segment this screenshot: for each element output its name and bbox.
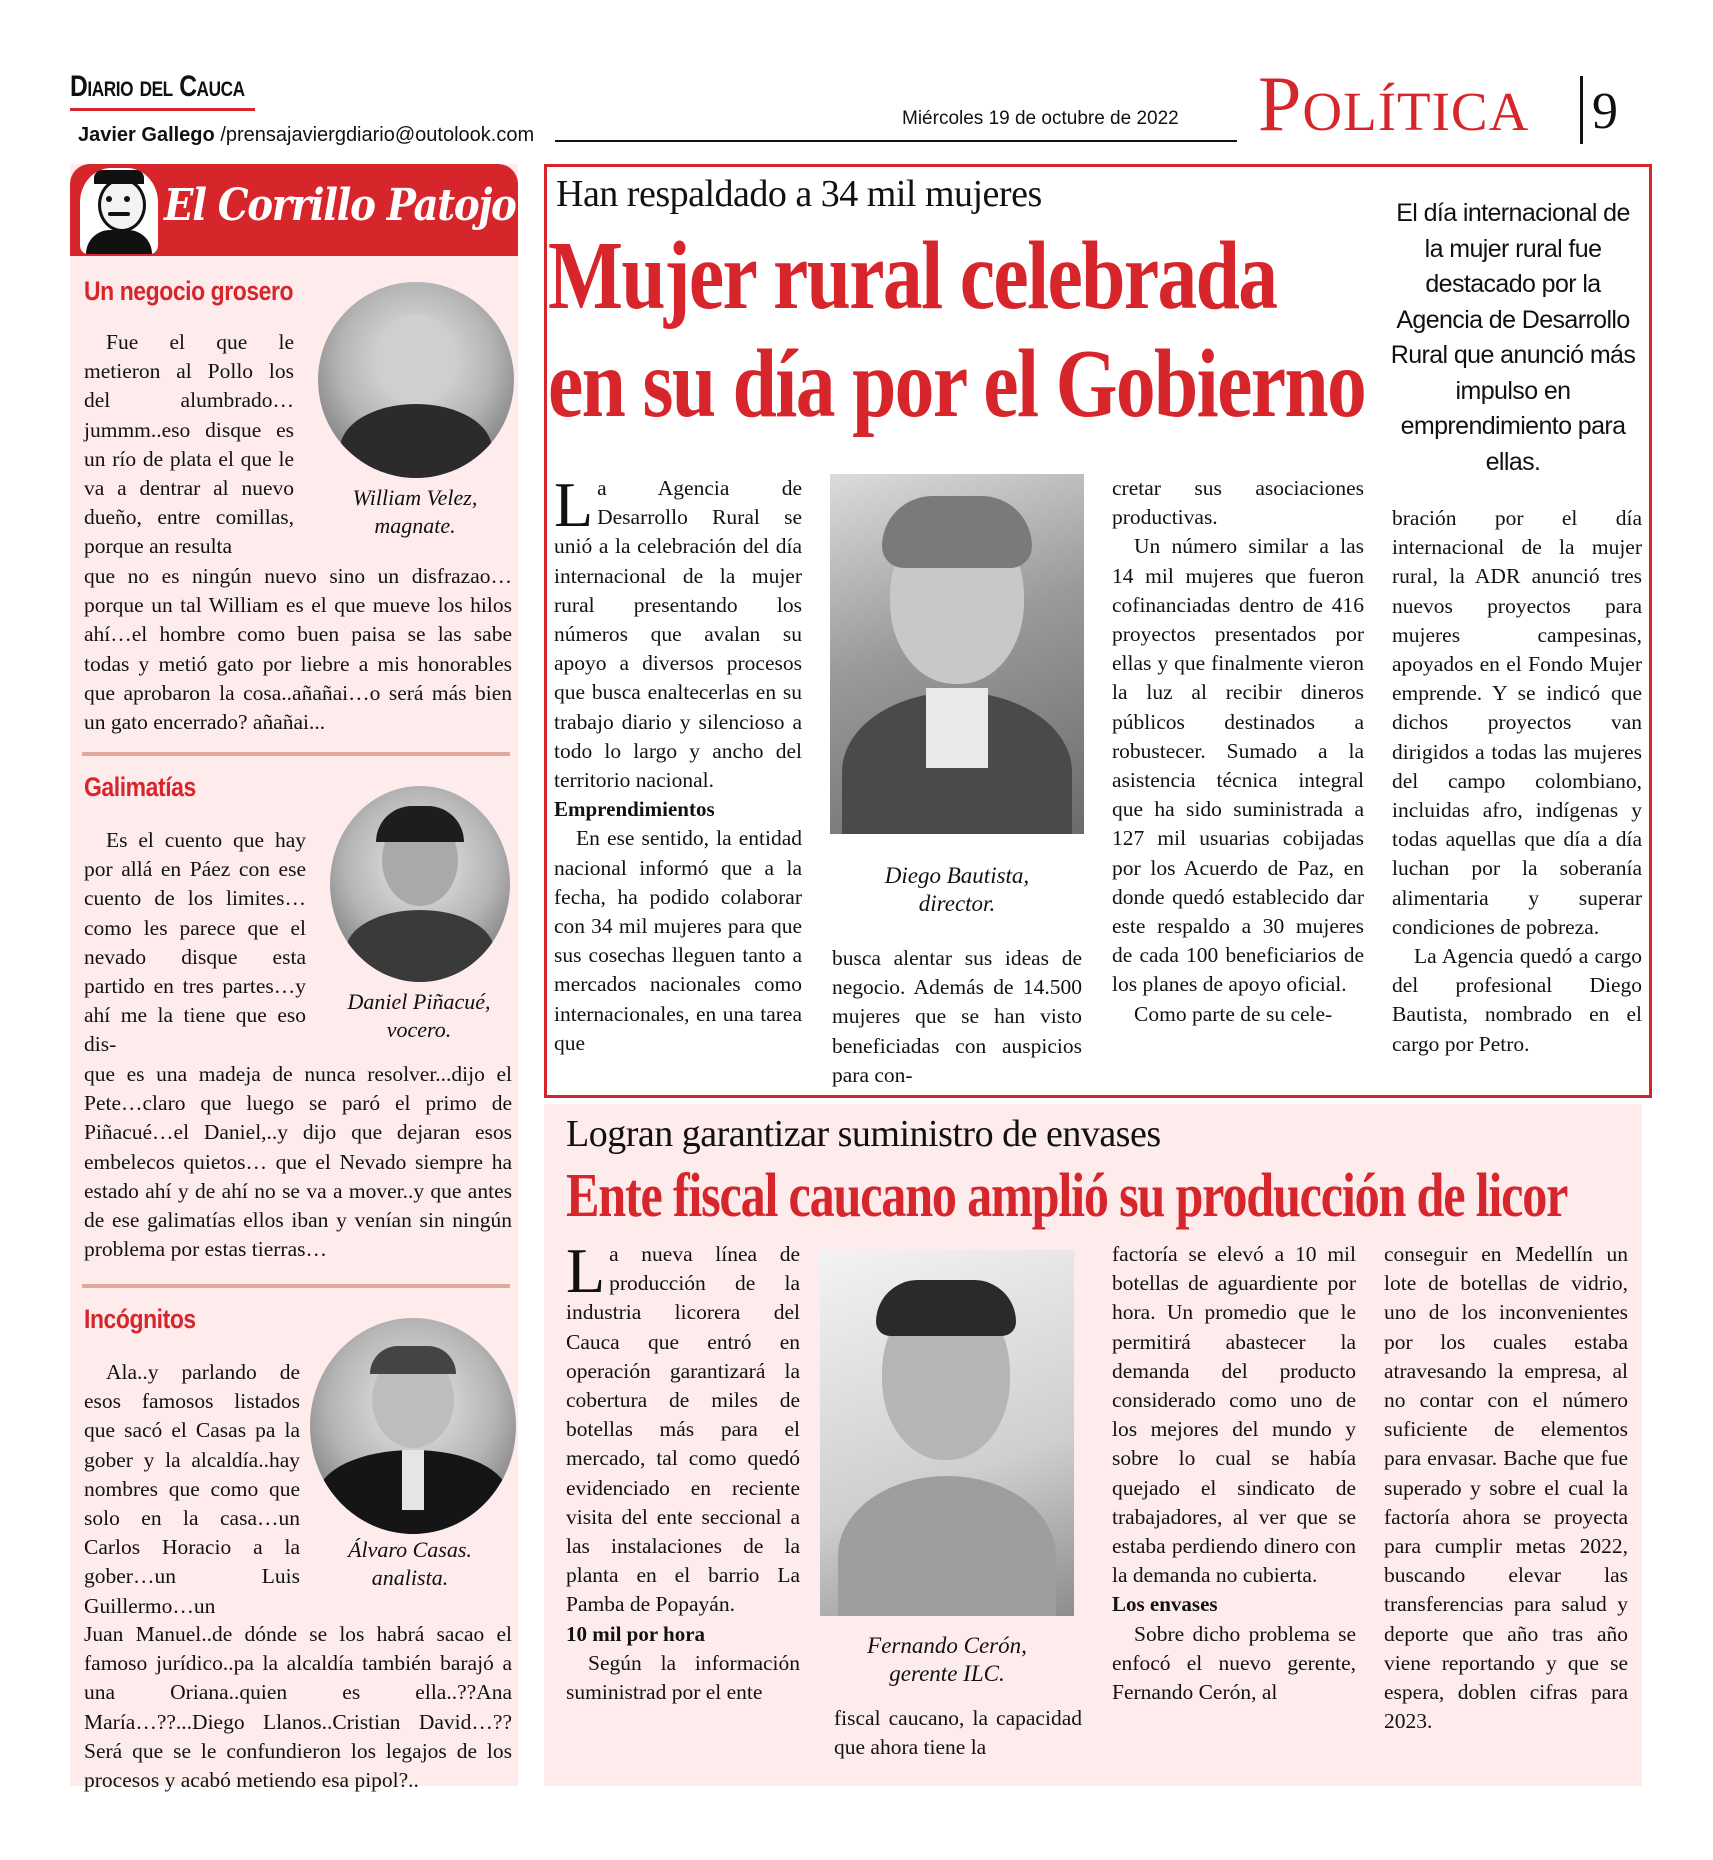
portrait-william-velez bbox=[318, 282, 514, 478]
photo-fernando-ceron bbox=[820, 1250, 1074, 1616]
sidebar-item-text: que no es ningún nuevo sino un disfrazao… porque un tal William es el que mueve los hilos ahí…el hombre como buen paisa se las sabe todas y metió gato por liebre a mis honorables que aprobaron la cosa..añañai…o será más bien un gato encerrado? añañai... bbox=[84, 564, 512, 735]
article2-kicker: Logran garantizar suministro de envases bbox=[566, 1113, 1161, 1155]
section-title: Política bbox=[1258, 60, 1530, 147]
article1-summary: El día internacional de la mujer rural fue destacado por la Agencia de Desarrollo Rural que anunció más impulso en emprendimiento para ellas. bbox=[1390, 199, 1636, 476]
article2-headline: Ente fiscal caucano amplió su producción de licor bbox=[566, 1162, 1568, 1230]
sidebar-divider bbox=[82, 1284, 510, 1288]
article2-subhead: Los envases bbox=[1112, 1592, 1218, 1617]
issue-date: Miércoles 19 de octubre de 2022 bbox=[902, 108, 1179, 129]
sidebar-item-title: Galimatías bbox=[84, 772, 196, 802]
article1-col1: La Agencia de Desarrollo Rural se unió a la celebración del día internacional de la mujer rural presentando los números que avalan su apoyo a diversos procesos que busca enaltecerlas en su trabajo diario y silencioso a todo lo largo y ancho del territorio nacional. Emprendimientos En ese sentido, la entidad nacional informó que a la fecha, ha podido colaborar con 34 mil mujeres para que sus cosechas lleguen tanto a mercados nacionales como internacionales, en una tarea que bbox=[554, 469, 802, 1055]
masthead-rule bbox=[70, 108, 255, 111]
logo-text: El Corrillo Patojo bbox=[164, 180, 516, 231]
portrait-caption: Álvaro Casas. analista. bbox=[348, 1537, 472, 1590]
article2-col3: factoría se elevó a 10 mil botellas de aguardiente por hora. Un promedio que le permitirá abastecer la demanda del producto considerado como uno de los mejores del mundo y sobre lo cual se había quejado el sindicato de trabajadores, al ver que se estaba perdiendo dinero con la demanda no cubierta. Los envases Sobre dicho problema se enfocó el nuevo gerente, Fernando Cerón, al bbox=[1112, 1242, 1356, 1705]
sidebar-divider bbox=[82, 752, 510, 756]
masthead: Diario del Cauca bbox=[70, 70, 245, 103]
photo-diego-bautista bbox=[830, 474, 1084, 834]
dropcap: L bbox=[566, 1235, 606, 1306]
portrait-daniel-pinacue bbox=[330, 786, 510, 982]
article2-subhead: 10 mil por hora bbox=[566, 1621, 706, 1646]
portrait-caption: Daniel Piñacué, vocero. bbox=[347, 989, 491, 1042]
portrait-alvaro-casas bbox=[310, 1318, 516, 1534]
sidebar-item-text-wrapped: Es el cuento que hay por allá en Páez con ese cuento de los limites…como les parece que el nevado disque esta partido en tres partes…y ahí me la tiene que eso dis- bbox=[84, 828, 306, 1057]
article2-col1: La nueva línea de producción de la industria licorera del Cauca que entró en operación garantizará la cobertura de miles de botellas más para el mercado, tal como quedó evidenciado en reciente visita del ente seccional a las instalaciones de la planta en el barrio La Pamba de Popayán. 10 mil por hora Según la información suministrad por el ente bbox=[566, 1235, 800, 1705]
photo-caption: Diego Bautista, director. bbox=[884, 863, 1030, 916]
sidebar-item-text: Juan Manuel..de dónde se los habrá sacao el famoso jurídico..pa la alcaldía también barajó a una Oriana..quien es ella..??Ana María…??...Diego Llanos..Cristian David…?? Será que se le confundieron los legajos de los procesos y acabó metiendo esa pipol?.. bbox=[84, 1622, 512, 1793]
sidebar-item-title: Incógnitos bbox=[84, 1304, 196, 1334]
portrait-caption: William Velez, magnate. bbox=[352, 485, 478, 538]
sidebar-item-title: Un negocio grosero bbox=[84, 276, 294, 306]
article2-col2: fiscal caucano, la capacidad que ahora tiene la bbox=[834, 1706, 1082, 1760]
article1-kicker: Han respaldado a 34 mil mujeres bbox=[556, 173, 1042, 215]
photo-caption: Fernando Cerón, gerente ILC. bbox=[867, 1633, 1027, 1686]
author-email[interactable]: /prensajaviergdiario@outolook.com bbox=[220, 124, 535, 146]
article1-col2: busca alentar sus ideas de negocio. Además de 14.500 mujeres que se han visto beneficiadas con auspicios para con- bbox=[832, 946, 1082, 1087]
author-name: Javier Gallego bbox=[78, 124, 215, 146]
article1-headline bbox=[548, 222, 1366, 438]
sidebar-item-text-wrapped: Fue el que le metieron al Pollo los del alumbrado… jummm..eso disque es un río de plata el que le va a dentrar al nuevo dueño, entre comillas, porque an resulta bbox=[84, 330, 294, 559]
article1-col3: cretar sus asociaciones productivas. Un número similar a las 14 mil mujeres que fueron cofinanciadas dentro de 416 proyectos presentados por ellas y que finalmente vieron la luz al recibir dineros públicos destinados a robustecer. Sumado a la asistencia técnica integral que ha sido suministrada a 127 mil usuarias cobijadas por los Acuerdo de Paz, en donde quedó establecido dar este respaldo a 30 mujeres de cada 100 beneficiarios de los planes de apoyo oficial. Como parte de su cele- bbox=[1112, 476, 1364, 1026]
article1-subhead: Emprendimientos bbox=[554, 797, 715, 822]
sidebar-item-text-wrapped: Ala..y parlando de esos famosos listados que sacó el Casas pa la gober y la alcaldía..hay nombres que como que solo en la casa…un Carlos Horacio a la gober…un Luis Guillermo…un bbox=[84, 1360, 300, 1618]
article2-col4: conseguir en Medellín un lote de botellas de vidrio, uno de los inconvenientes por los cuales estaba atravesando la empresa, al no contar con el número suficiente de elementos para envasar. Bache que fue superado y sobre el cual la factoría ahora se proyecta para cumplir metas 2022, buscando elevar las transferencias para salud y deporte que año tras año viene reportando y que se espera, doblen cifras para 2023. bbox=[1384, 1242, 1628, 1734]
sidebar-item-text: que es una madeja de nunca resolver...dijo el Pete…claro que luego se paró el primo de Piñacué…el Daniel,..y dijo que dejaran esos embelecos quietos… que el Nevado siempre ha estado ahí y de ahí no se va a mover..y que antes de ese galimatías ellos iban y venían sin ningún problema por estas tierras… bbox=[84, 1062, 512, 1262]
article1-headline-line1: Mujer rural celebrada bbox=[548, 222, 1277, 329]
section-divider bbox=[1580, 76, 1583, 144]
page-number: 9 bbox=[1592, 83, 1618, 140]
article1-headline-line2: en su día por el Gobierno bbox=[548, 330, 1366, 437]
header-rule bbox=[555, 140, 1237, 142]
article1-col4: bración por el día internacional de la mujer rural, la ADR anunció tres nuevos proyectos para mujeres campesinas, apoyados en el Fondo Mujer emprende. Y se indicó que dichos proyectos van dirigidos a todas las mujeres del campo colombiano, incluidas afro, indígenas y todas aquellas que día a día luchan por la soberanía alimentaria y superar condiciones de pobreza. La Agencia quedó a cargo del profesional Diego Bautista, nombrado en el cargo por Petro. bbox=[1392, 506, 1642, 1056]
dropcap: L bbox=[554, 469, 594, 540]
caricature-icon bbox=[80, 168, 158, 254]
byline bbox=[78, 124, 534, 147]
corrillo-logo bbox=[70, 164, 518, 256]
